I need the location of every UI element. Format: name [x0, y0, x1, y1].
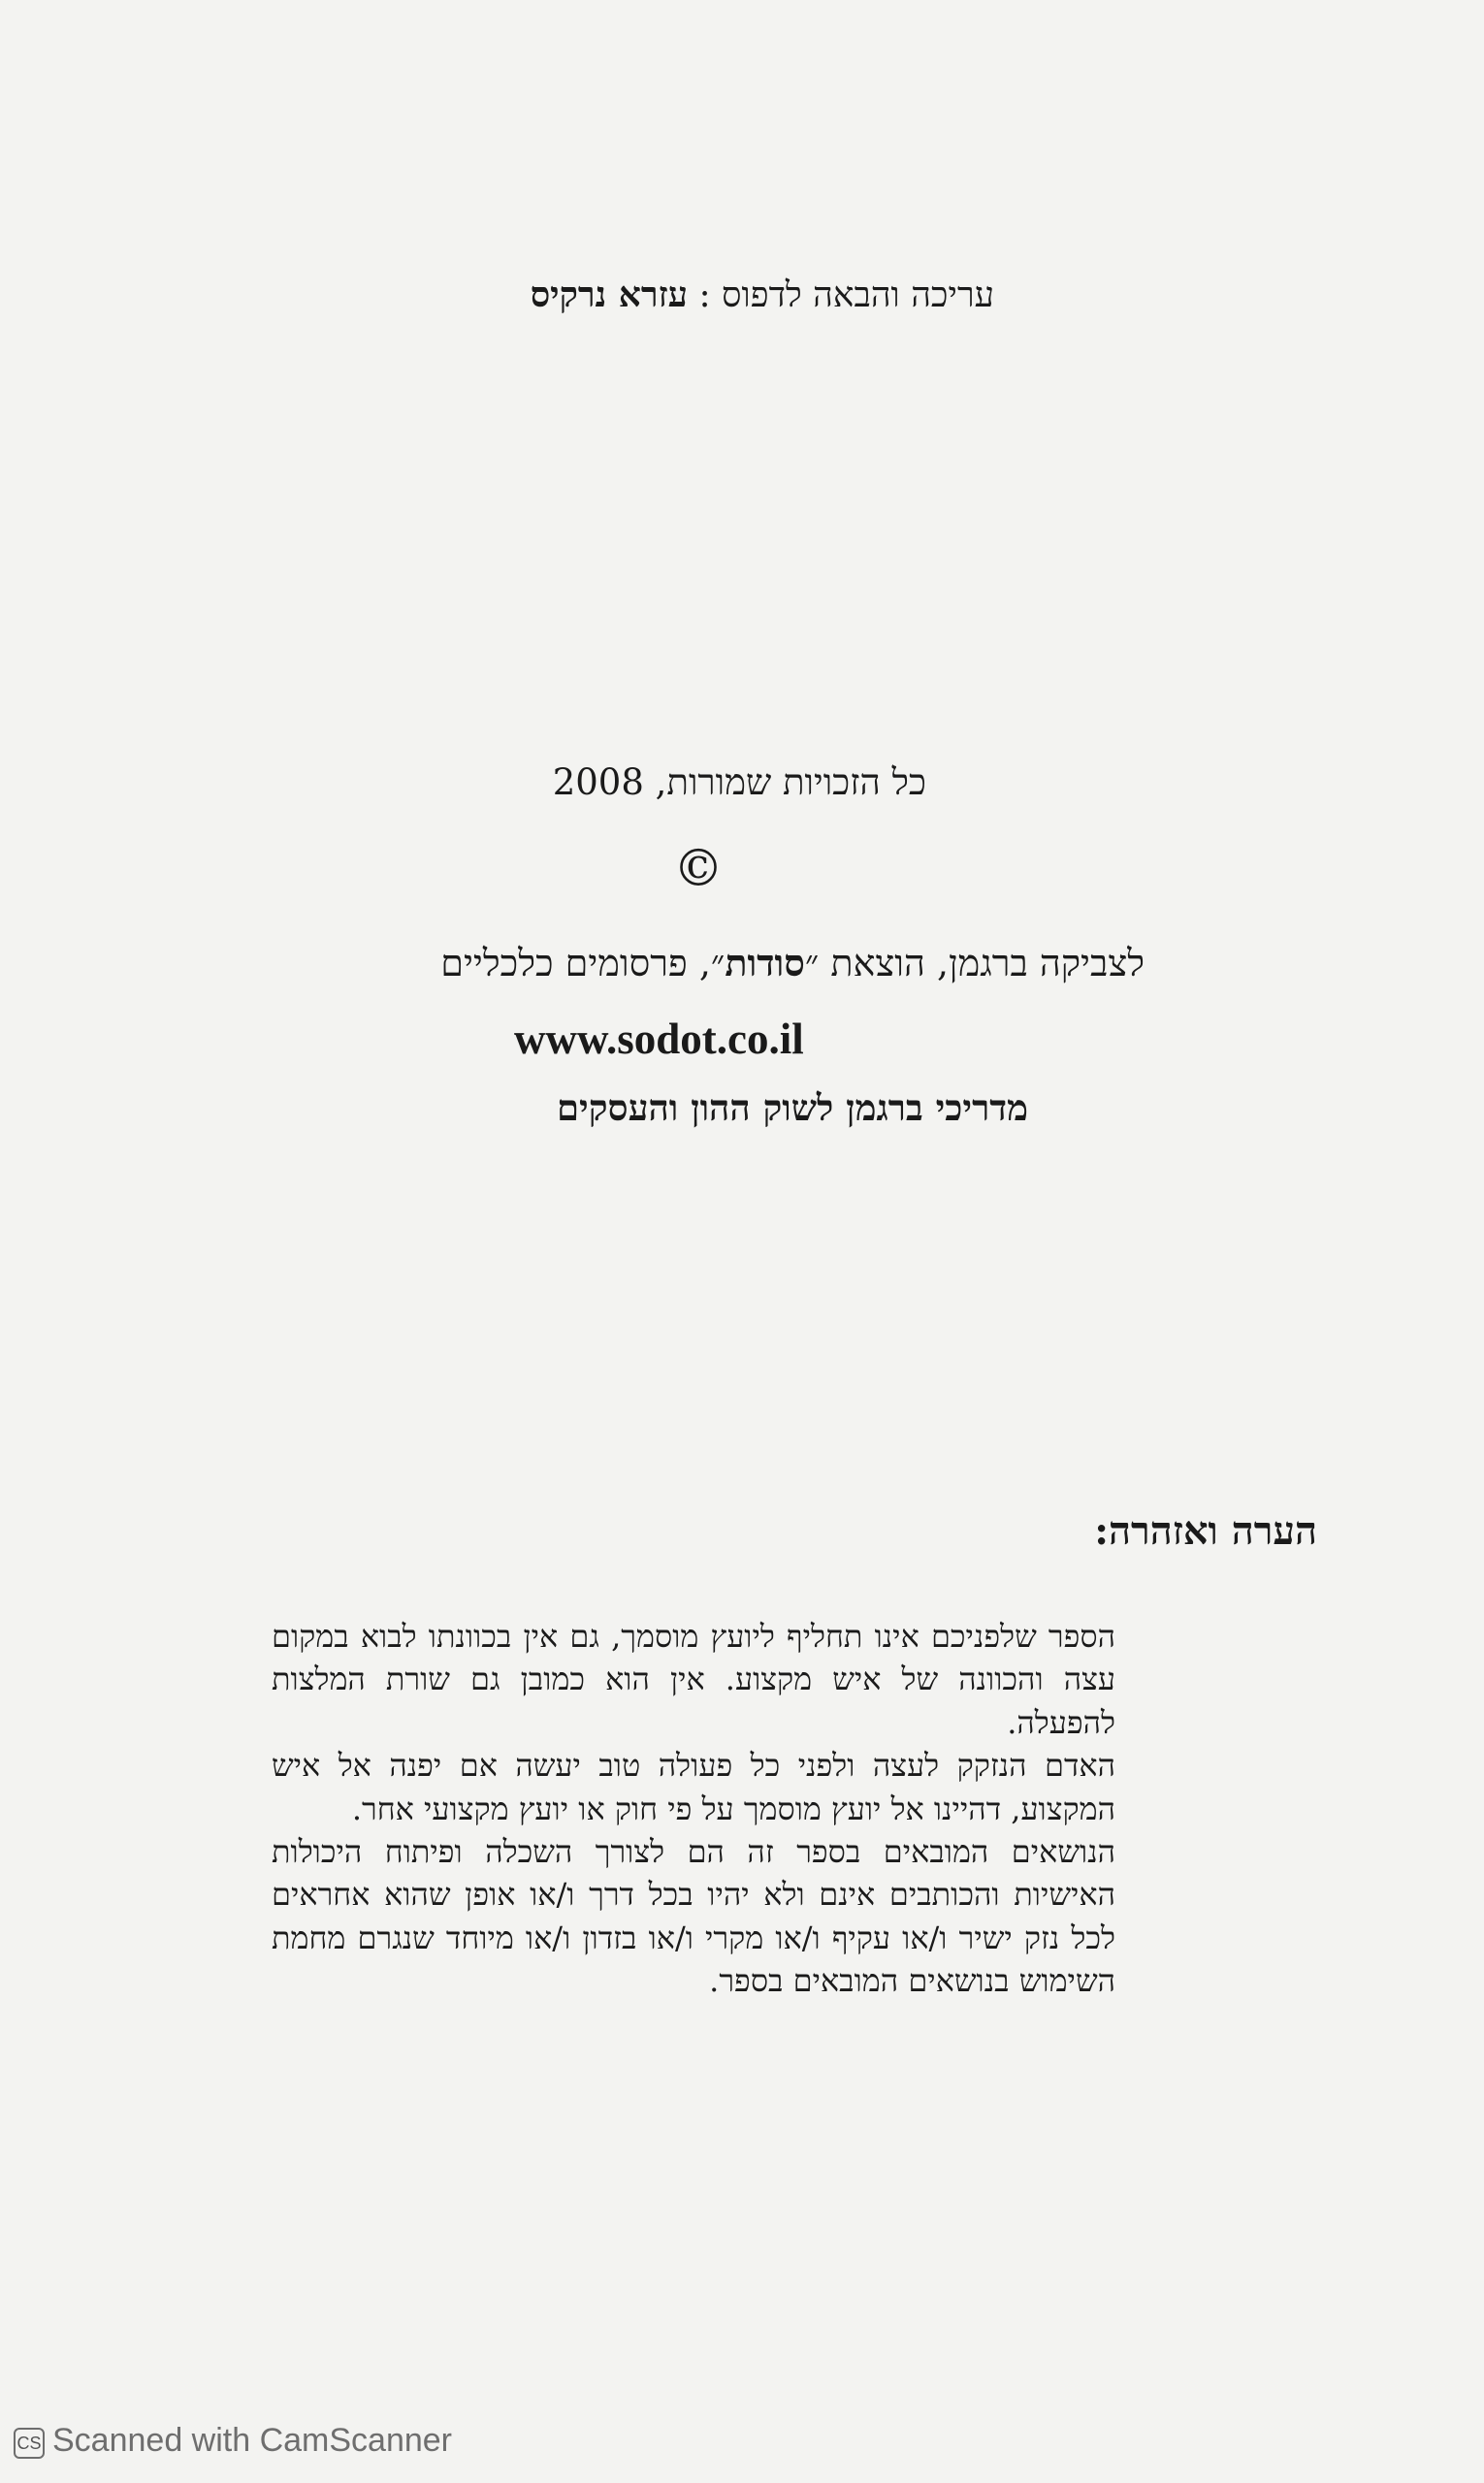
camscanner-logo-icon: CS: [14, 2428, 45, 2459]
publisher-suffix: ״, פרסומים כלכליים: [440, 942, 726, 984]
editor-credit: [412, 274, 994, 315]
editor-label: עריכה והבאה לדפוס :: [688, 275, 994, 315]
copyright-symbol: ©: [673, 840, 724, 898]
publisher-line: [272, 941, 1145, 985]
scan-watermark: Scanned with CamScanner: [52, 2422, 453, 2459]
guides-series: מדריכי ברגמן לשוק ההון והעסקים: [556, 1086, 1028, 1129]
copyright-notice: כל הזכויות שמורות, 2008: [552, 761, 926, 803]
editor-name: עזרא נרקיס: [530, 274, 689, 315]
disclaimer-text: [272, 1615, 1115, 2003]
disclaimer-paragraph: הספר שלפניכם אינו תחליף ליועץ מוסמך, גם אין בכוונתו לבוא במקום עצה והכוונה של איש מקצוע. אין הוא כמובן גם שורת המלצות להפעלה.: [272, 1618, 1116, 1741]
disclaimer-paragraph: האדם הנזקק לעצה ולפני כל פעולה טוב יעשה אם יפנה אל איש המקצוע, דהיינו אל יועץ מוסמך על פי חוק או יועץ מקצועי אחר.: [272, 1747, 1115, 1827]
publisher-prefix: לצביקה ברגמן, הוצאת ״: [804, 942, 1145, 984]
disclaimer-paragraph: הנושאים המובאים בספר זה הם לצורך השכלה ופיתוח היכולות האישיות והכותבים אינם ולא יהיו בכל דרך ו/או אופן שהוא אחראים לכל נזק ישיר ו/או עקיף ו/או מקרי ו/או בזדון ו/או מיוחד שנגרם מחמת השימוש בנושאים המובאים בספר.: [272, 1833, 1115, 2000]
publisher-website: www.sodot.co.il: [514, 1015, 804, 1063]
publisher-name: סודות: [725, 941, 805, 984]
note-heading: הערה ואזהרה:: [1094, 1508, 1317, 1554]
